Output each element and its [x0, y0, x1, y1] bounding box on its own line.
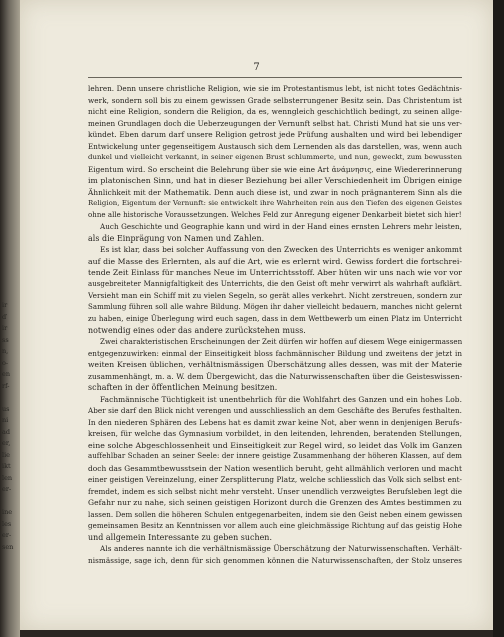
text-line: In den niederen Sphären des Lebens hat es damit zwar keine Not, aber wenn in denjenigen Berufs- — [88, 417, 462, 427]
page-number: 7 — [253, 62, 260, 73]
text-line: nismässige, sage ich, denn für sich genommen können die Naturwissenschaften, der Stolz unseres — [88, 555, 462, 565]
text-line: Zwei charakteristischen Erscheinungen der Zeit dürfen wir hoffen auf diesem Wege einigermassen — [100, 337, 462, 346]
margin-fragment: ni — [2, 416, 9, 424]
text-line: lehren. Denn unsere christliche Religion, wie sie im Protestantismus lebt, ist nicht totes Gedächtnis- — [88, 84, 462, 93]
margin-fragment — [2, 496, 20, 508]
text-line: kreisen, für welche das Gymnasium vorbildet, in den leitenden, lehrenden, beratenden Stellungen, — [88, 429, 462, 438]
adjacent-page-edge — [0, 0, 20, 637]
text-line: im platonischen Sinn, und hat in dieser Beziehung bei aller Verschiedenheit im Übrigen einige — [88, 176, 462, 185]
text-line: eine solche Abgeschlossenheit und Einseitigkeit zur Regel wird, so leidet das Volk im Ganzen — [88, 440, 462, 450]
margin-fragment: o- — [2, 358, 9, 367]
text-line: Versieht man ein Schiff mit zu vielen Segeln, so gerät alles verkehrt. Nicht zerstreuen, sondern zur — [88, 291, 462, 300]
text-line: lassen. Dem sollen die höheren Schulen entgegenarbeiten, indem sie den Geist neben einem gewissen — [88, 509, 462, 519]
text-line: Fachmännische Tüchtigkeit ist unentbehrlich für die Wohlfahrt des Ganzen und ein hohes Lob. — [100, 394, 462, 404]
text-line: gemeinsamen Besitz an Kenntnissen vor allem auch eine gleichmässige Richtung auf das geistig Hohe — [88, 521, 462, 530]
text-line: kündet. Eben darum darf unsere Religion getrost jede Prüfung aushalten und wird bei lebendiger — [88, 130, 462, 139]
text-line: meinen Grundlagen doch die Ueberzeugungen der Vernunft selbst hat. Christi Mund hat sie uns ver- — [88, 118, 462, 128]
text-line: Es ist klar, dass bei solcher Auffassung von den Zwecken des Unterrichts es weniger ankommt — [100, 245, 462, 254]
text-line: Eigentum wird. So erscheint die Belehrung über sie wie eine Art ἀνάμνησις, eine Wiedererinnerung — [88, 164, 462, 174]
text-line: tende Zeit Einlass für manches Neue im Unterrichtsstoff. Aber hüten wir uns nach wie vor vor — [88, 268, 462, 277]
margin-fragment: ir — [2, 324, 8, 332]
text-line: Auch Geschichte und Geographie kann und wird in der Hand eines ernsten Lehrers mehr leisten, — [100, 222, 462, 231]
text-line: notwendig eines oder das andere zurückstehen muss. — [88, 325, 306, 335]
text-line: Als anderes nannte ich die verhältnismässige Überschätzung der Naturwissenschaften. Verhält- — [100, 544, 462, 553]
text-line: dunkel und vielleicht verkannt, in seiner eigenen Brust schlummerte, und nun, geweckt, zum bewussten — [88, 153, 462, 161]
text-line: Sammlung führen soll alle wahre Bildung. Mögen ihr daher vielleicht bedauern, manches nicht gelernt — [88, 302, 462, 311]
margin-fragment: ikt — [2, 462, 11, 470]
margin-fragment: les — [2, 519, 12, 528]
margin-fragment: ss — [2, 335, 9, 344]
margin-fragment: ad — [2, 427, 11, 436]
text-line: zusammenhängt, m. a. W. dem Übergewicht, das die Naturwissenschaften über die Geisteswissen- — [88, 371, 462, 381]
text-line: Religion, Eigentum der Vernunft: sie entwickelt ihre Wahrheiten rein aus den Tiefen des eigenen Geistes — [88, 199, 462, 207]
text-line: nicht eine Religion, sondern die Religion, da es, wenngleich geschichtlich bedingt, zu seinen allge- — [88, 107, 462, 116]
margin-fragment: n, — [2, 347, 9, 355]
text-line: werk, sondern soll bis zu einem gewissen Grade selbsterrungener Besitz sein. Das Christentum ist — [88, 95, 462, 105]
margin-fragment: len — [2, 473, 13, 482]
text-line: fremdet, indem es sich selbst nicht mehr versteht. Unser unendlich verzweigtes Berufsleben legt die — [88, 486, 462, 496]
margin-fragment: en — [2, 370, 11, 378]
text-line: Ähnlichkeit mit der Mathematik. Denn auch diese ist, und zwar in noch prägnanterem Sinn als die — [88, 187, 462, 197]
margin-fragment: sen — [2, 542, 14, 551]
header-rule — [88, 77, 462, 78]
margin-fragment: ine — [2, 508, 13, 516]
text-line: ausgebreiteter Mannigfaltigkeit des Unterrichts, die den Geist oft mehr verwirrt als wahrhaft aufklärt. — [88, 279, 462, 288]
text-line: zu haben, einige Überlegung wird euch sagen, dass in dem Wettbewerb um einen Platz im Unterricht — [88, 314, 462, 323]
text-line: Entwickelung unter gegenseitigem Austausch sich dem Lernenden als das darstellen, was, wenn auch — [88, 141, 462, 151]
text-line: und allgemein Interessante zu geben suchen. — [88, 532, 272, 542]
text-line: auf die Masse des Erlernten, als auf die Art, wie es erlernt wird. Gewiss fordert die fortschrei- — [88, 256, 462, 266]
text-line: auffehlbar Schaden an seiner Seele: der innere geistige Zusammenhang der höheren Klassen, auf dem — [88, 452, 462, 460]
margin-fragment: ir — [2, 301, 8, 309]
text-line: als die Einprägung von Namen und Zahlen. — [88, 233, 265, 243]
adjacent-page-fragments — [2, 300, 20, 553]
margin-fragment: rf- — [2, 381, 10, 390]
book-page — [20, 0, 493, 630]
margin-fragment — [2, 392, 20, 404]
text-line: entgegenzuwirken: einmal der Einseitigkeit bloss fachmännischer Bildung und zweitens der jetzt in — [88, 348, 462, 358]
text-line: schaften in der öffentlichen Meinung besitzen. — [88, 383, 278, 392]
margin-fragment: lie — [2, 450, 11, 459]
text-line: einer geistigen Vereinzelung, einer Zersplitterung Platz, welche schliesslich das Volk sich selbst ent- — [88, 475, 462, 484]
margin-fragment: er- — [2, 485, 12, 493]
margin-fragment: er- — [2, 531, 12, 539]
text-line: doch das Gesammtbewusstsein der Nation wesentlich beruht, geht allmählich verloren und macht — [88, 463, 462, 473]
text-line: Aber sie darf den Blick nicht verengen und ausschliesslich an dem Geschäfte des Berufes festhalten. — [88, 406, 462, 415]
text-line: Gefahr nur zu nahe, sich seinen geistigen Horizont durch die Grenzen des Amtes bestimmen zu — [88, 498, 462, 507]
text-line: ohne alle historische Voraussetzungen. Welches Feld zur Anregung eigener Denkarbeit bietet sich hier! — [88, 210, 462, 219]
margin-fragment: er, — [2, 439, 11, 447]
margin-fragment: ď — [2, 312, 7, 321]
page-bottom-edge — [20, 630, 493, 637]
text-line: weiten Kreisen üblichen, verhältnismässigen Überschätzung alles dessen, was mit der Materie — [88, 360, 462, 369]
body-text — [88, 83, 462, 566]
margin-fragment: us — [2, 404, 10, 413]
